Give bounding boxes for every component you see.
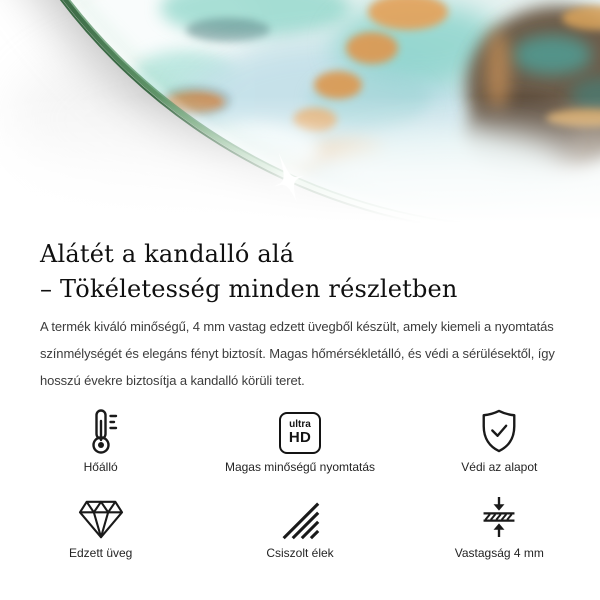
feature-label: Edzett üveg (68, 546, 133, 560)
feature-label: Hőálló (83, 460, 118, 474)
feature-protects-base (413, 406, 586, 474)
feature-polished-edges (187, 492, 412, 560)
shield-check-icon (478, 408, 520, 454)
diamond-icon (78, 498, 124, 540)
feature-thickness (413, 492, 586, 560)
feature-label: Vastagság 4 mm (454, 546, 544, 560)
intro-section (0, 237, 600, 394)
description-line: színmélységét és elegáns fényt biztosít. Magas hőmérsékletálló, és védi a sérülésektől, így (40, 346, 555, 361)
feature-label: Magas minőségű nyomtatás (224, 460, 376, 474)
feature-label: Védi az alapot (461, 460, 538, 474)
thermometer-icon (84, 408, 118, 454)
thickness-icon (479, 494, 519, 540)
description-line: hosszú évekre biztosítja a kandalló körüli teret. (40, 373, 305, 388)
page-title (40, 237, 560, 307)
feature-heat-resistant (14, 406, 187, 474)
title-line-2: – Tökéletesség minden részletben (40, 275, 458, 303)
glass-mat-image (0, 0, 600, 234)
feature-label: Csiszolt élek (266, 546, 334, 560)
feature-tempered-glass (14, 492, 187, 560)
description-line: A termék kiváló minőségű, 4 mm vastag edzett üvegből készült, amely kiemeli a nyomtatás (40, 319, 554, 334)
ultra-hd-icon: ultra HD (279, 412, 321, 454)
features-grid (0, 406, 600, 560)
title-line-1: Alátét a kandalló alá (40, 240, 295, 268)
feature-ultra-hd-print (187, 406, 412, 474)
polished-edges-icon (280, 500, 320, 540)
product-description (40, 313, 560, 394)
product-photo (0, 0, 600, 234)
